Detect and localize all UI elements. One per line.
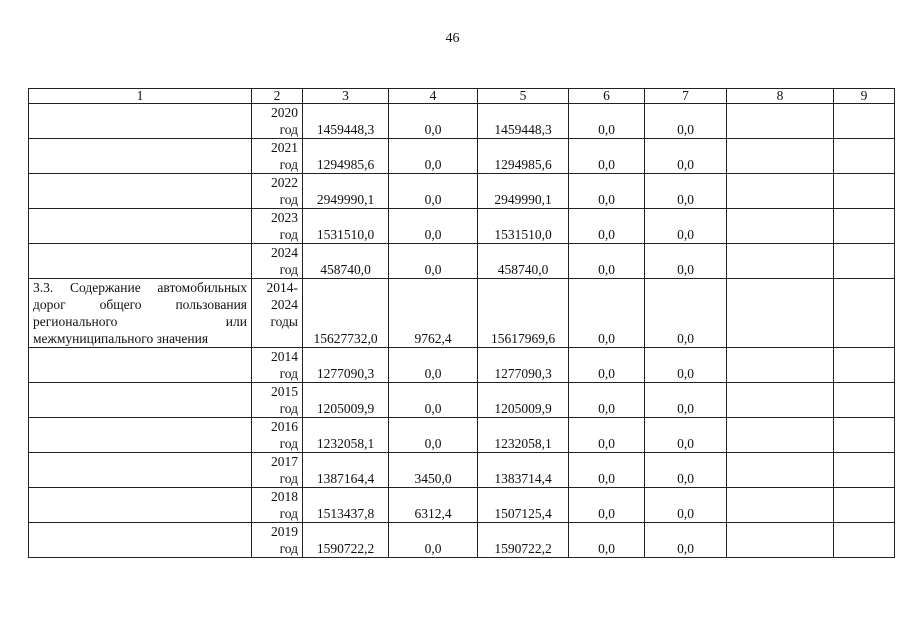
table-row	[29, 174, 895, 209]
col5-cell: 458740,0	[478, 244, 569, 279]
col6-cell: 0,0	[569, 383, 645, 418]
table-row	[29, 488, 895, 523]
col6-cell: 0,0	[569, 139, 645, 174]
col9-cell	[834, 418, 895, 453]
table-row	[29, 139, 895, 174]
total-cell: 1232058,1	[303, 418, 389, 453]
col4-cell: 0,0	[389, 418, 478, 453]
page-number: 46	[445, 31, 460, 46]
col6-cell: 0,0	[569, 348, 645, 383]
period-cell: 2014- 2024 годы	[252, 279, 303, 348]
col9-cell	[834, 279, 895, 348]
col4-cell: 0,0	[389, 348, 478, 383]
column-header-1: 1	[29, 89, 252, 104]
col8-cell	[727, 383, 834, 418]
table-row	[29, 418, 895, 453]
table-row	[29, 453, 895, 488]
name-cell	[29, 383, 252, 418]
col8-cell	[727, 279, 834, 348]
col5-cell: 1232058,1	[478, 418, 569, 453]
col7-cell: 0,0	[645, 209, 727, 244]
name-cell	[29, 418, 252, 453]
period-cell: 2021 год	[252, 139, 303, 174]
period-cell: 2017 год	[252, 453, 303, 488]
col4-cell: 0,0	[389, 104, 478, 139]
col9-cell	[834, 174, 895, 209]
name-cell	[29, 488, 252, 523]
col5-cell: 2949990,1	[478, 174, 569, 209]
col6-cell: 0,0	[569, 104, 645, 139]
col4-cell: 0,0	[389, 523, 478, 558]
col9-cell	[834, 348, 895, 383]
col4-cell: 0,0	[389, 209, 478, 244]
col9-cell	[834, 453, 895, 488]
col6-cell: 0,0	[569, 488, 645, 523]
col5-cell: 1383714,4	[478, 453, 569, 488]
col7-cell: 0,0	[645, 488, 727, 523]
col5-cell: 15617969,6	[478, 279, 569, 348]
header-row	[29, 89, 895, 104]
name-cell	[29, 244, 252, 279]
total-cell: 2949990,1	[303, 174, 389, 209]
col5-cell: 1531510,0	[478, 209, 569, 244]
col8-cell	[727, 174, 834, 209]
column-header-4: 4	[389, 89, 478, 104]
table-row	[29, 104, 895, 139]
column-header-2: 2	[252, 89, 303, 104]
col7-cell: 0,0	[645, 453, 727, 488]
program-row	[29, 279, 895, 348]
table-header	[29, 89, 895, 104]
name-cell	[29, 104, 252, 139]
name-cell	[29, 139, 252, 174]
period-cell: 2016 год	[252, 418, 303, 453]
table-row	[29, 383, 895, 418]
col5-cell: 1277090,3	[478, 348, 569, 383]
col8-cell	[727, 418, 834, 453]
col8-cell	[727, 523, 834, 558]
program-name-cell: 3.3. Содержание автомобильных дорог общего пользования регионального или межмуниципального значения	[29, 279, 252, 348]
total-cell: 1387164,4	[303, 453, 389, 488]
column-header-7: 7	[645, 89, 727, 104]
col9-cell	[834, 523, 895, 558]
col4-cell: 6312,4	[389, 488, 478, 523]
col9-cell	[834, 209, 895, 244]
col5-cell: 1205009,9	[478, 383, 569, 418]
period-cell: 2014 год	[252, 348, 303, 383]
col4-cell: 9762,4	[389, 279, 478, 348]
col7-cell: 0,0	[645, 279, 727, 348]
period-cell: 2023 год	[252, 209, 303, 244]
table-row	[29, 348, 895, 383]
column-header-3: 3	[303, 89, 389, 104]
col6-cell: 0,0	[569, 418, 645, 453]
period-cell: 2020 год	[252, 104, 303, 139]
period-cell: 2015 год	[252, 383, 303, 418]
column-header-8: 8	[727, 89, 834, 104]
col6-cell: 0,0	[569, 244, 645, 279]
col8-cell	[727, 453, 834, 488]
col5-cell: 1590722,2	[478, 523, 569, 558]
col7-cell: 0,0	[645, 383, 727, 418]
col6-cell: 0,0	[569, 209, 645, 244]
budget-table	[28, 88, 895, 558]
col7-cell: 0,0	[645, 139, 727, 174]
total-cell: 1459448,3	[303, 104, 389, 139]
col7-cell: 0,0	[645, 348, 727, 383]
total-cell: 1205009,9	[303, 383, 389, 418]
col8-cell	[727, 488, 834, 523]
col7-cell: 0,0	[645, 244, 727, 279]
total-cell: 1294985,6	[303, 139, 389, 174]
period-cell: 2024 год	[252, 244, 303, 279]
col6-cell: 0,0	[569, 523, 645, 558]
col9-cell	[834, 383, 895, 418]
period-cell: 2019 год	[252, 523, 303, 558]
column-header-9: 9	[834, 89, 895, 104]
col5-cell: 1507125,4	[478, 488, 569, 523]
col8-cell	[727, 209, 834, 244]
name-cell	[29, 523, 252, 558]
name-cell	[29, 209, 252, 244]
total-cell: 1513437,8	[303, 488, 389, 523]
col8-cell	[727, 348, 834, 383]
col7-cell: 0,0	[645, 104, 727, 139]
total-cell: 458740,0	[303, 244, 389, 279]
col6-cell: 0,0	[569, 453, 645, 488]
col5-cell: 1294985,6	[478, 139, 569, 174]
col6-cell: 0,0	[569, 279, 645, 348]
period-cell: 2022 год	[252, 174, 303, 209]
col4-cell: 0,0	[389, 244, 478, 279]
table-row	[29, 523, 895, 558]
total-cell: 1277090,3	[303, 348, 389, 383]
col4-cell: 3450,0	[389, 453, 478, 488]
table-row	[29, 209, 895, 244]
col4-cell: 0,0	[389, 174, 478, 209]
col4-cell: 0,0	[389, 139, 478, 174]
table-row	[29, 244, 895, 279]
col8-cell	[727, 139, 834, 174]
col5-cell: 1459448,3	[478, 104, 569, 139]
table-body	[29, 104, 895, 558]
col8-cell	[727, 244, 834, 279]
col7-cell: 0,0	[645, 174, 727, 209]
col6-cell: 0,0	[569, 174, 645, 209]
name-cell	[29, 453, 252, 488]
col9-cell	[834, 244, 895, 279]
total-cell: 1531510,0	[303, 209, 389, 244]
name-cell	[29, 348, 252, 383]
column-header-5: 5	[478, 89, 569, 104]
col9-cell	[834, 139, 895, 174]
col8-cell	[727, 104, 834, 139]
col7-cell: 0,0	[645, 523, 727, 558]
column-header-6: 6	[569, 89, 645, 104]
total-cell: 1590722,2	[303, 523, 389, 558]
total-cell: 15627732,0	[303, 279, 389, 348]
col4-cell: 0,0	[389, 383, 478, 418]
col7-cell: 0,0	[645, 418, 727, 453]
period-cell: 2018 год	[252, 488, 303, 523]
col9-cell	[834, 104, 895, 139]
col9-cell	[834, 488, 895, 523]
name-cell	[29, 174, 252, 209]
